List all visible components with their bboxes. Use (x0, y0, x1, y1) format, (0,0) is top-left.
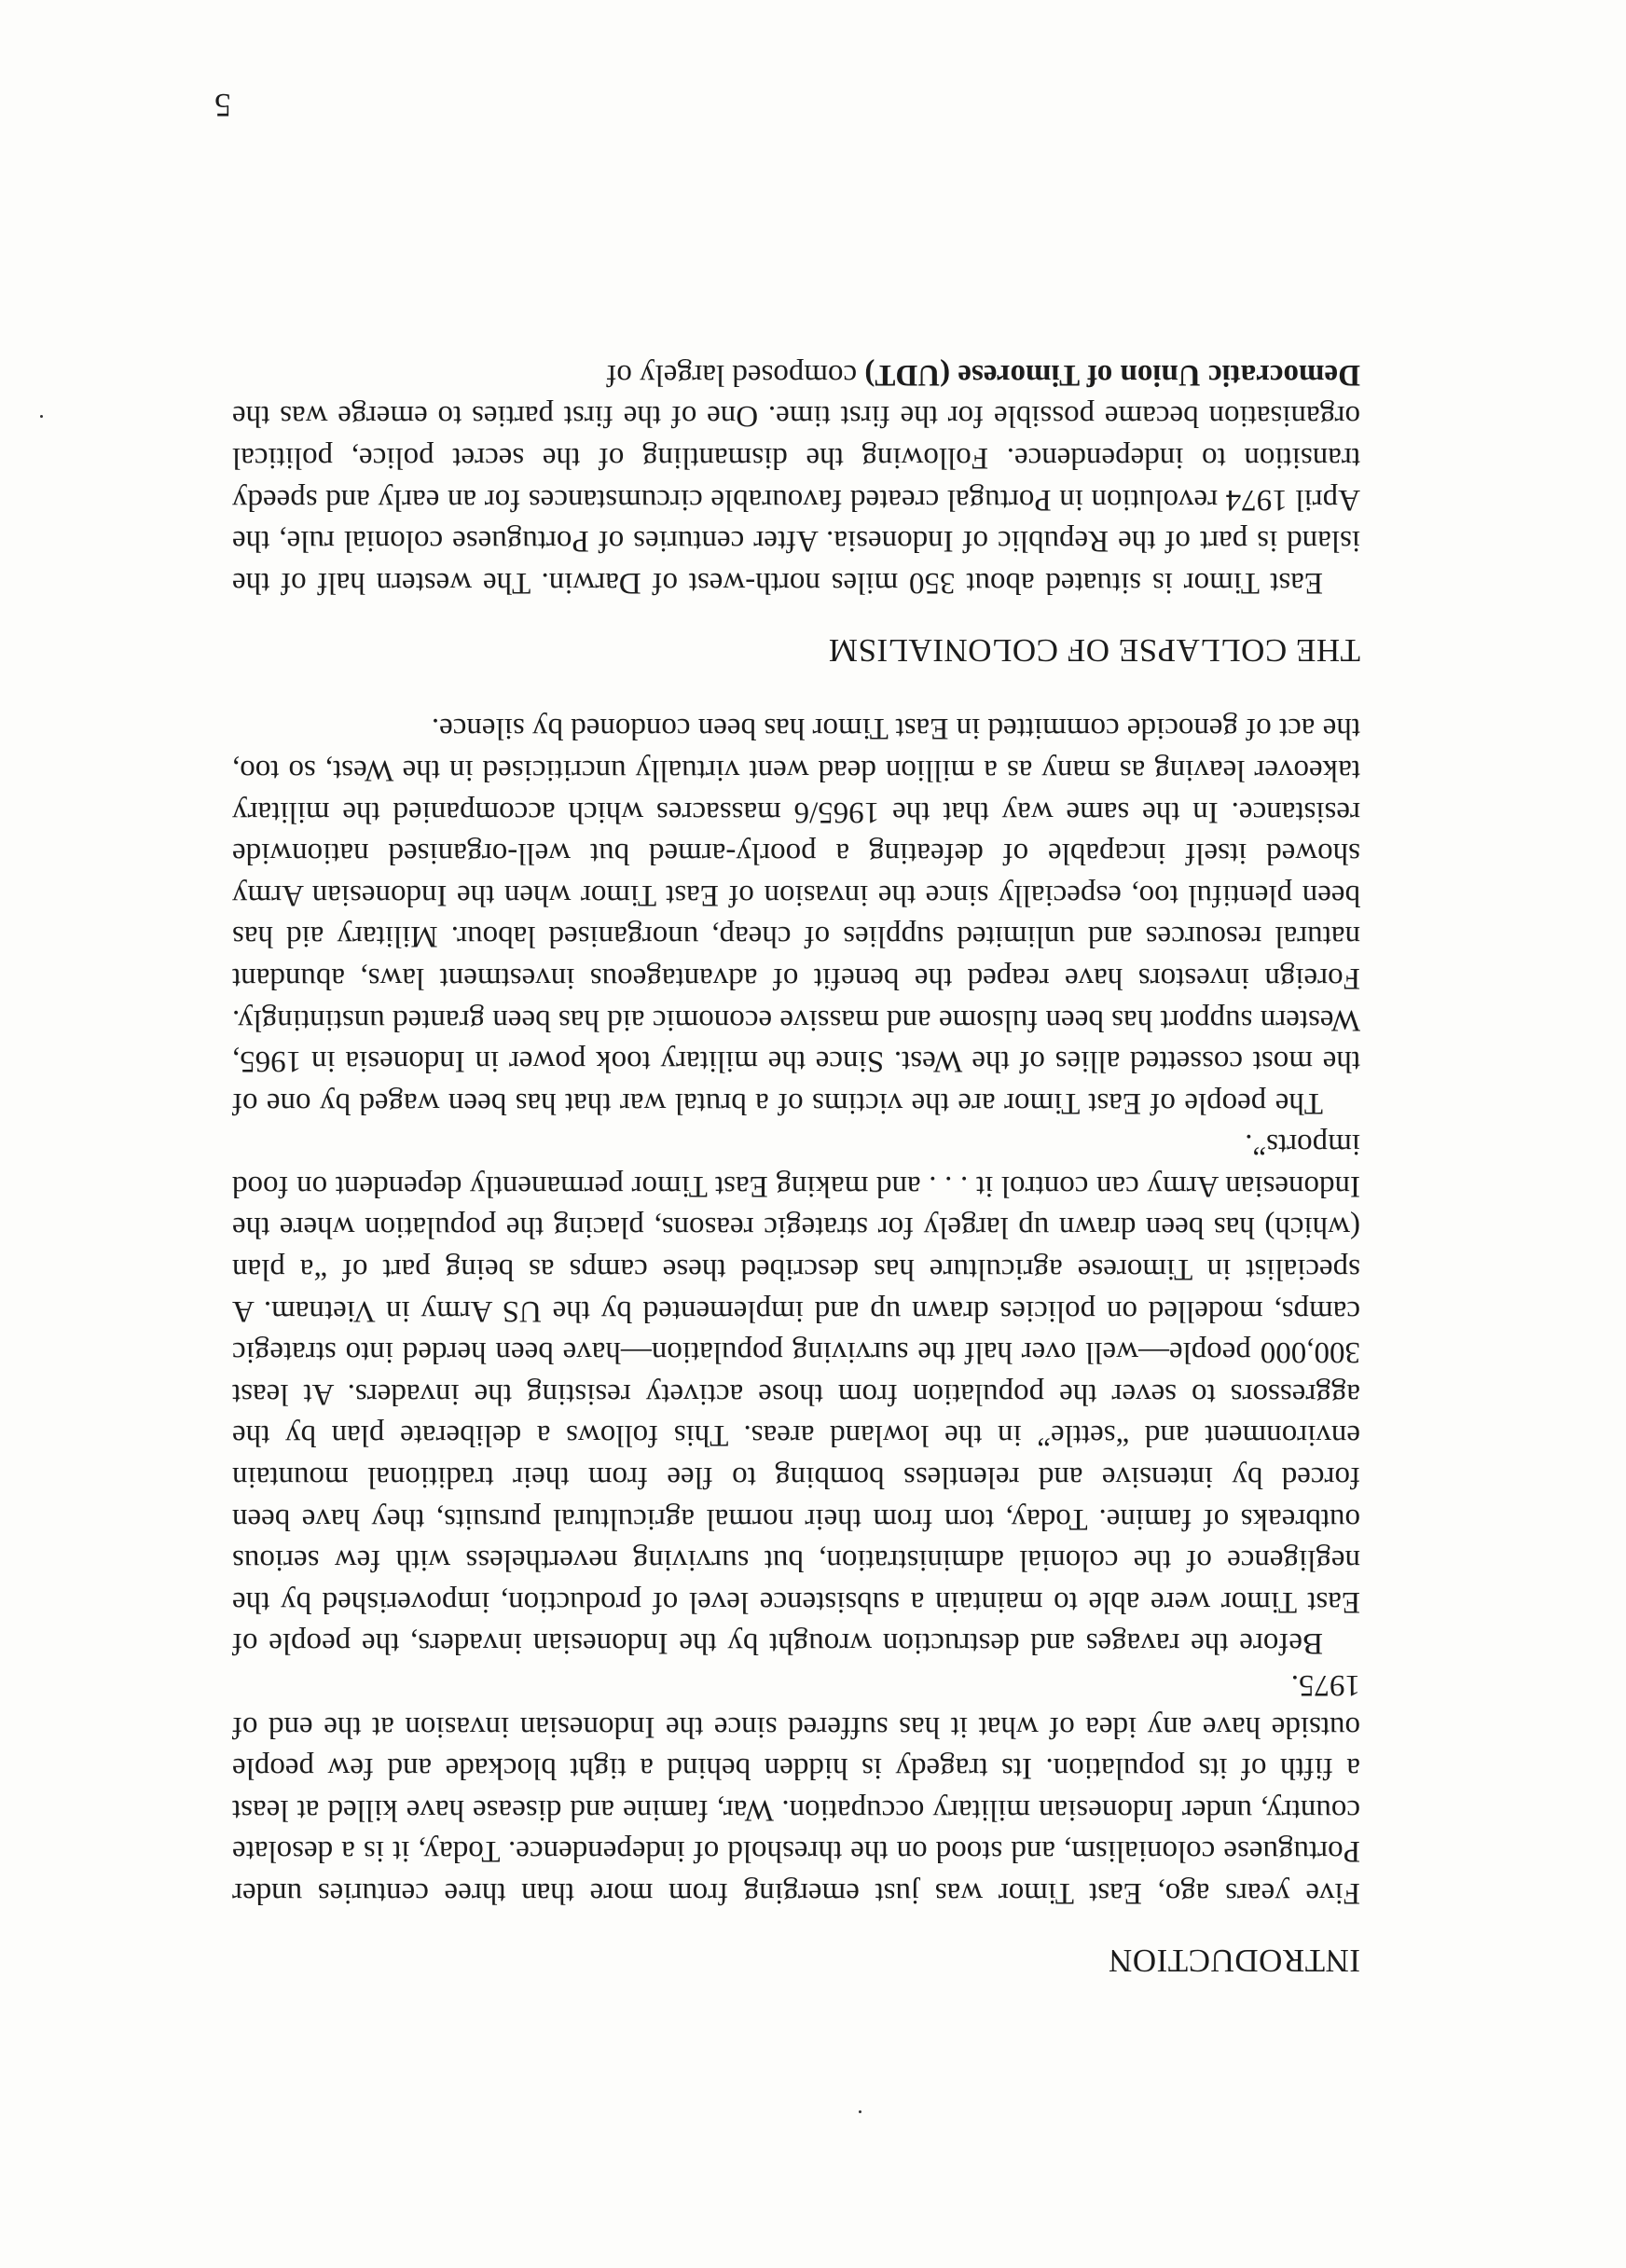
page-text (232, 353, 1360, 1981)
colonialism-paragraph (232, 353, 1360, 603)
intro-paragraph-1: Five years ago, East Timor was just emerging from more than three centuries under Portuguese colonialism, and stood on the threshold of independence. Today, it is a desolate country, under Indonesian military occupation. War, famine and disease have killed at least a fifth of its population. Its tragedy is hidden behind a tight blockade and few people outside have any idea of what it has suffered since the Indonesian invasion at the end of 1975. (232, 1668, 1360, 1910)
collapse-of-colonialism-heading: THE COLLAPSE OF COLONIALISM (828, 631, 1360, 669)
intro-paragraph-2: Before the ravages and destruction wrought by the Indonesian invaders, the people of East Timor were able to maintain a subsistence level of production, impoverished by the negligence of the colonial administration, but surviving nevertheless with few serious outbreaks of famine. Today, torn from their normal agricultural pursuits, they have been forced by intensive and relentless bombing to flee from their traditional mountain environment and “settle” in the lowland areas. This follows a deliberate plan by the aggressors to sever the population from those activety resisting the invaders. At least 300,000 people—well over half the surviving population—have been herded into strategic camps, modelled on policies drawn up and implemented by the US Army in Vietnam. A specialist in Timorese agriculture has described these camps as being part of “a plan (which) has been drawn up largely for strategic reasons, placing the population where the Indonesian Army can control it . . . and making East Timor permanently dependent on food imports”. (232, 1127, 1360, 1661)
scan-speck (859, 2110, 861, 2113)
introduction-heading: INTRODUCTION (1108, 1943, 1360, 1979)
party-name: Democratic Union of Timorese (UDT) (864, 357, 1360, 392)
page-number: 5 (214, 87, 231, 124)
intro-paragraph-3: The people of East Timor are the victims of a brutal war that has been waged by one of the most cossetted allies of the West. Since the military took power in Indonesia in 1965, Western support has been fulsome and massive economic aid has been granted unstintingly. Foreign investors have reaped the benefit of advantageous investment laws, abundant natural resources and unlimited supplies of cheap, unorganised labour. Military aid has been plentiful too, especially since the invasion of East Timor when the Indonesian Army showed itself incapable of defeating a poorly-armed but well-organised nationwide resistance. In the same way that the 1965/6 massacres which accompanied the military takeover leaving as many as a million dead went virtually uncriticised in the West, so too, the act of genocide committed in East Timor has been condoned by silence. (232, 712, 1360, 1120)
colonialism-paragraph-start: East Timor is situated about 350 miles north-west of Darwin. The western half of the island is part of the Republic of Indonesia. After centuries of Portuguese colonial rule, the April 1974 revolution in Portugal created favourable circumstances for an early and speedy transition to independence. Following the dismantling of the secret police, political organisation became possible for the first time. One of the first parties to emerge was the (232, 399, 1360, 600)
colonialism-paragraph-end: composed largely of (606, 357, 865, 392)
scan-speck (40, 415, 43, 418)
